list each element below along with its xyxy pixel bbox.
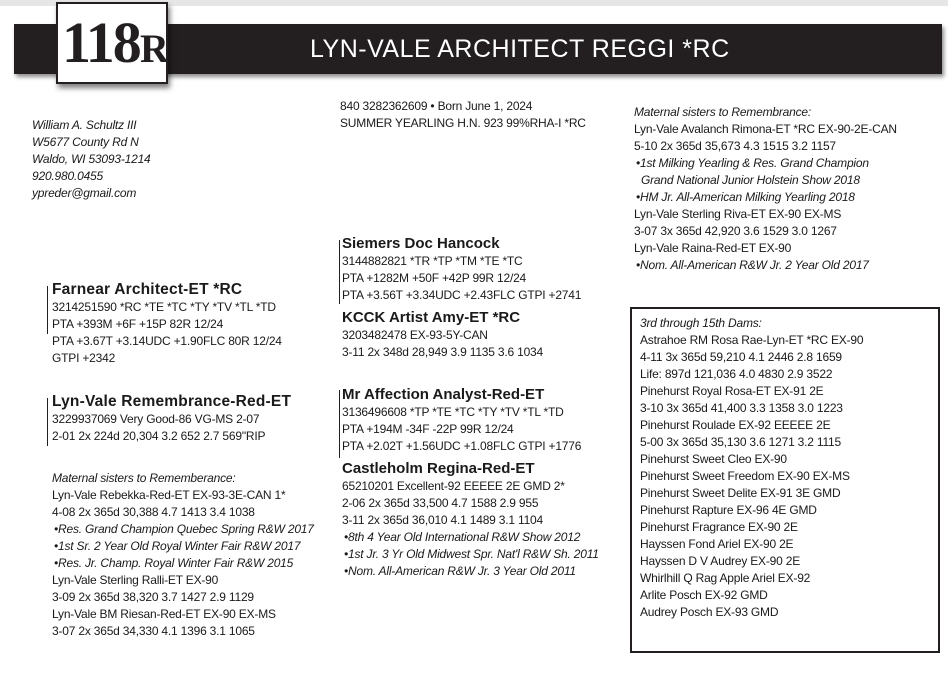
mggd-line: 65210201 Excellent-92 EEEEE 2E GMD 2* <box>342 479 565 493</box>
sire-line: PTA +3.67T +3.14UDC +1.90FLC 80R 12/24 <box>52 334 282 348</box>
mgs-name: Siemers Doc Hancock <box>342 235 500 252</box>
sire-line: GTPI +2342 <box>52 351 116 365</box>
mgd-line: 3-11 2x 348d 28,949 3.9 1135 3.6 1034 <box>342 345 544 359</box>
sister-line: •Nom. All-American R&W Jr. 2 Year Old 2017 <box>636 258 869 272</box>
sister-line: 4-08 2x 365d 30,388 4.7 1413 3.4 1038 <box>52 505 255 519</box>
sire-block <box>52 280 282 367</box>
sister-line: •1st Sr. 2 Year Old Royal Winter Fair R&W 2017 <box>54 539 301 553</box>
dam-line: Astrahoe RM Rosa Rae-Lyn-ET *RC EX-90 <box>640 333 864 347</box>
sister-line: Lyn-Vale BM Riesan-Red-ET EX-90 EX-MS <box>52 607 276 621</box>
sister-line: •Res. Grand Champion Quebec Spring R&W 2017 <box>54 522 314 536</box>
consignor-name: William A. Schultz III <box>32 118 137 132</box>
dam-line: 4-11 3x 365d 59,210 4.1 2446 2.8 1659 <box>640 350 842 364</box>
animal-id-birth: 840 3282362609 • Born June 1, 2024 <box>340 99 533 113</box>
mggd-name: Castleholm Regina-Red-ET <box>342 460 535 477</box>
mggs-line: 3136496608 *TP *TE *TC *TY *TV *TL *TD <box>342 405 564 419</box>
mgs-block <box>342 234 581 304</box>
pedigree-line-dam <box>47 398 48 446</box>
mggs-line: PTA +194M -34F -22P 99R 12/24 <box>342 422 514 436</box>
sister-line: Lyn-Vale Raina-Red-ET EX-90 <box>634 241 792 255</box>
mggd-line: •1st Jr. 3 Yr Old Midwest Spr. Nat'l R&W Sh. 2011 <box>344 547 599 561</box>
sister-line: •HM Jr. All-American Milking Yearling 2018 <box>636 190 855 204</box>
sister-line: 3-07 3x 365d 42,920 3.6 1529 3.0 1267 <box>634 224 837 238</box>
sire-name: Farnear Architect-ET *RC <box>52 281 243 298</box>
mggd-line: •8th 4 Year Old International R&W Show 2012 <box>344 530 581 544</box>
dam-line: Audrey Posch EX-93 GMD <box>640 605 779 619</box>
dam-line: Life: 897d 121,036 4.0 4830 2.9 3522 <box>640 367 833 381</box>
mggs-line: PTA +2.02T +1.56UDC +1.08FLC GTPI +1776 <box>342 439 582 453</box>
dam-line: Arlite Posch EX-92 GMD <box>640 588 768 602</box>
mgs-line: PTA +3.56T +3.34UDC +2.43FLC GTPI +2741 <box>342 288 582 302</box>
mggs-block <box>342 385 581 455</box>
consignor-info <box>32 117 151 202</box>
sire-line: PTA +393M +6F +15P 82R 12/24 <box>52 317 224 331</box>
mggd-block <box>342 459 599 580</box>
animal-info <box>340 98 586 132</box>
section-heading: 3rd through 15th Dams: <box>640 316 762 330</box>
dam-line: 2-01 2x 224d 20,304 3.2 652 2.7 569"RIP <box>52 429 266 443</box>
dam-name: Lyn-Vale Remembrance-Red-ET <box>52 393 292 410</box>
sister-line: Lyn-Vale Sterling Riva-ET EX-90 EX-MS <box>634 207 842 221</box>
page-title: LYN-VALE ARCHITECT REGGI *RC <box>310 35 730 63</box>
section-heading: Maternal sisters to Remembrance: <box>634 105 811 119</box>
dam-line: Whirlhill Q Rag Apple Ariel EX-92 <box>640 571 811 585</box>
dam-line: 3-10 3x 365d 41,400 3.3 1358 3.0 1223 <box>640 401 843 415</box>
dam-line: Pinehurst Sweet Freedom EX-90 EX-MS <box>640 469 850 483</box>
sister-line: 3-07 2x 365d 34,330 4.1 1396 3.1 1065 <box>52 624 255 638</box>
dam-line: 5-00 3x 365d 35,130 3.6 1271 3.2 1115 <box>640 435 842 449</box>
maternal-sisters-left <box>52 470 314 640</box>
mgd-line: 3203482478 EX-93-5Y-CAN <box>342 328 488 342</box>
mggd-line: •Nom. All-American R&W Jr. 3 Year Old 2011 <box>344 564 576 578</box>
dam-line: Pinehurst Sweet Delite EX-91 3E GMD <box>640 486 841 500</box>
dam-line: Pinehurst Rapture EX-96 4E GMD <box>640 503 817 517</box>
lot-number: 118 <box>62 10 140 75</box>
lot-number-badge <box>56 2 168 84</box>
section-heading: Maternal sisters to Rememberance: <box>52 471 236 485</box>
maternal-sisters-right <box>634 104 897 274</box>
sister-line: •1st Milking Yearling & Res. Grand Champion <box>636 156 869 170</box>
dam-line: Hayssen D V Audrey EX-90 2E <box>640 554 801 568</box>
dam-line: Pinehurst Roulade EX-92 EEEEE 2E <box>640 418 831 432</box>
dam-line: Hayssen Fond Ariel EX-90 2E <box>640 537 794 551</box>
mggs-name: Mr Affection Analyst-Red-ET <box>342 386 545 403</box>
sister-line: •Res. Jr. Champ. Royal Winter Fair R&W 2015 <box>54 556 294 570</box>
sister-line: Lyn-Vale Sterling Ralli-ET EX-90 <box>52 573 219 587</box>
mgs-line: 3144882821 *TR *TP *TM *TE *TC <box>342 254 523 268</box>
sister-line: Lyn-Vale Rebekka-Red-ET EX-93-3E-CAN 1* <box>52 488 286 502</box>
sister-line: 3-09 2x 365d 38,320 3.7 1427 2.9 1129 <box>52 590 254 604</box>
dam-line: 3229937069 Very Good-86 VG-MS 2-07 <box>52 412 260 426</box>
mggd-line: 2-06 2x 365d 33,500 4.7 1588 2.9 955 <box>342 496 539 510</box>
lot-suffix: R <box>140 26 169 71</box>
dam-block <box>52 392 291 445</box>
dam-line: Pinehurst Fragrance EX-90 2E <box>640 520 798 534</box>
pedigree-line-mgs <box>339 240 340 304</box>
animal-class: SUMMER YEARLING H.N. 923 99%RHA-I *RC <box>340 116 586 130</box>
consignor-phone: 920.980.0455 <box>32 169 104 183</box>
pedigree-line-sire <box>47 286 48 334</box>
mgd-name: KCCK Artist Amy-ET *RC <box>342 309 521 326</box>
mgs-line: PTA +1282M +50F +42P 99R 12/24 <box>342 271 527 285</box>
dam-line: Pinehurst Royal Rosa-ET EX-91 2E <box>640 384 824 398</box>
consignor-city: Waldo, WI 53093-1214 <box>32 152 151 166</box>
consignor-street: W5677 County Rd N <box>32 135 139 149</box>
sister-line: 5-10 2x 365d 35,673 4.3 1515 3.2 1157 <box>634 139 836 153</box>
sister-line: Grand National Junior Holstein Show 2018 <box>641 173 860 187</box>
dams-box <box>630 307 940 653</box>
mggd-line: 3-11 2x 365d 36,010 4.1 1489 3.1 1104 <box>342 513 544 527</box>
sire-line: 3214251590 *RC *TE *TC *TY *TV *TL *TD <box>52 300 276 314</box>
mgd-block <box>342 308 543 361</box>
pedigree-line-mggs <box>339 390 340 458</box>
consignor-email: ypreder@gmail.com <box>32 186 137 200</box>
sister-line: Lyn-Vale Avalanch Rimona-ET *RC EX-90-2E-CAN <box>634 122 897 136</box>
dam-line: Pinehurst Sweet Cleo EX-90 <box>640 452 787 466</box>
